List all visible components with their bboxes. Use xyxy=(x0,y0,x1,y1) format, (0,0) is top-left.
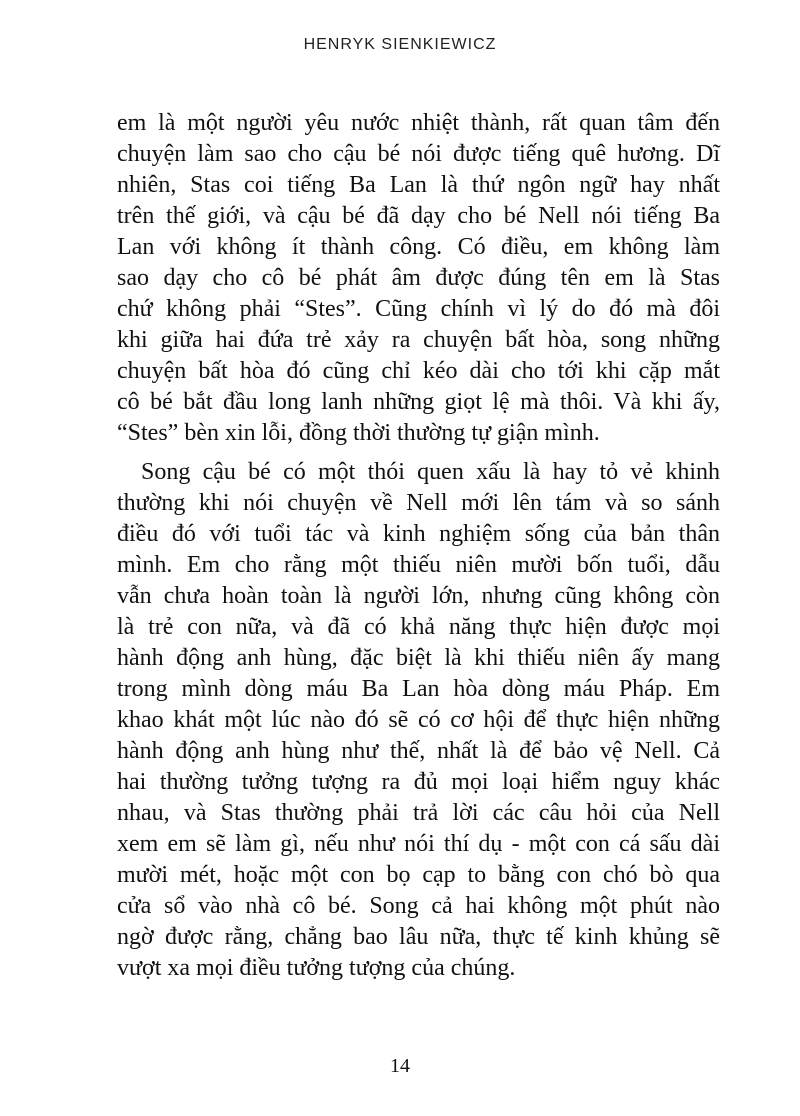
text-line: thường khi nói chuyện về Nell mới lên tám và so sánh xyxy=(117,490,720,516)
text-line: khao khát một lúc nào đó sẽ có cơ hội để thực hiện những xyxy=(117,707,720,733)
text-line: cô bé bắt đầu long lanh những giọt lệ mà thôi. Và khi ấy, xyxy=(117,389,720,415)
text-line: hành động anh hùng như thế, nhất là để bảo vệ Nell. Cả xyxy=(117,738,720,764)
text-line: điều đó với tuổi tác và kinh nghiệm sống của bản thân xyxy=(117,521,720,547)
text-line: hành động anh hùng, đặc biệt là khi thiếu niên ấy mang xyxy=(117,645,720,671)
text-line: nhiên, Stas coi tiếng Ba Lan là thứ ngôn ngữ hay nhất xyxy=(117,172,720,198)
text-line: chuyện bất hòa đó cũng chỉ kéo dài cho tới khi cặp mắt xyxy=(117,358,720,384)
text-line: Lan với không ít thành công. Có điều, em không làm xyxy=(117,234,720,260)
text-line: “Stes” bèn xin lỗi, đồng thời thường tự giận mình. xyxy=(117,420,600,446)
text-line: nhau, và Stas thường phải trả lời các câu hỏi của Nell xyxy=(117,800,720,826)
text-line: trên thế giới, và cậu bé đã dạy cho bé Nell nói tiếng Ba xyxy=(117,203,720,229)
text-line: mười mét, hoặc một con bọ cạp to bằng con chó bò qua xyxy=(117,862,720,888)
text-line: vẫn chưa hoàn toàn là người lớn, nhưng cũng không còn xyxy=(117,583,720,609)
paragraph-1 xyxy=(117,108,720,449)
text-line: xem em sẽ làm gì, nếu như nói thí dụ - một con cá sấu dài xyxy=(117,831,720,857)
text-line: trong mình dòng máu Ba Lan hòa dòng máu Pháp. Em xyxy=(117,676,720,702)
text-line: vượt xa mọi điều tưởng tượng của chúng. xyxy=(117,955,516,981)
text-line: cửa sổ vào nhà cô bé. Song cả hai không một phút nào xyxy=(117,893,720,919)
text-line: em là một người yêu nước nhiệt thành, rất quan tâm đến xyxy=(117,110,720,136)
text-line: sao dạy cho cô bé phát âm được đúng tên em là Stas xyxy=(117,265,720,291)
text-line: là trẻ con nữa, và đã có khả năng thực hiện được mọi xyxy=(117,614,720,640)
text-line: hai thường tưởng tượng ra đủ mọi loại hiểm nguy khác xyxy=(117,769,720,795)
body-text xyxy=(117,108,720,992)
paragraph-2 xyxy=(117,457,720,984)
text-line: khi giữa hai đứa trẻ xảy ra chuyện bất hòa, song những xyxy=(117,327,720,353)
text-line: Song cậu bé có một thói quen xấu là hay tỏ vẻ khinh xyxy=(141,459,720,485)
text-line: chứ không phải “Stes”. Cũng chính vì lý do đó mà đôi xyxy=(117,296,720,322)
text-line: mình. Em cho rằng một thiếu niên mười bốn tuổi, dẫu xyxy=(117,552,720,578)
text-line: chuyện làm sao cho cậu bé nói được tiếng quê hương. Dĩ xyxy=(117,141,720,167)
page-number: 14 xyxy=(390,1055,410,1077)
text-line: ngờ được rằng, chẳng bao lâu nữa, thực tế kinh khủng sẽ xyxy=(117,924,720,950)
running-header: HENRYK SIENKIEWICZ xyxy=(303,36,497,53)
